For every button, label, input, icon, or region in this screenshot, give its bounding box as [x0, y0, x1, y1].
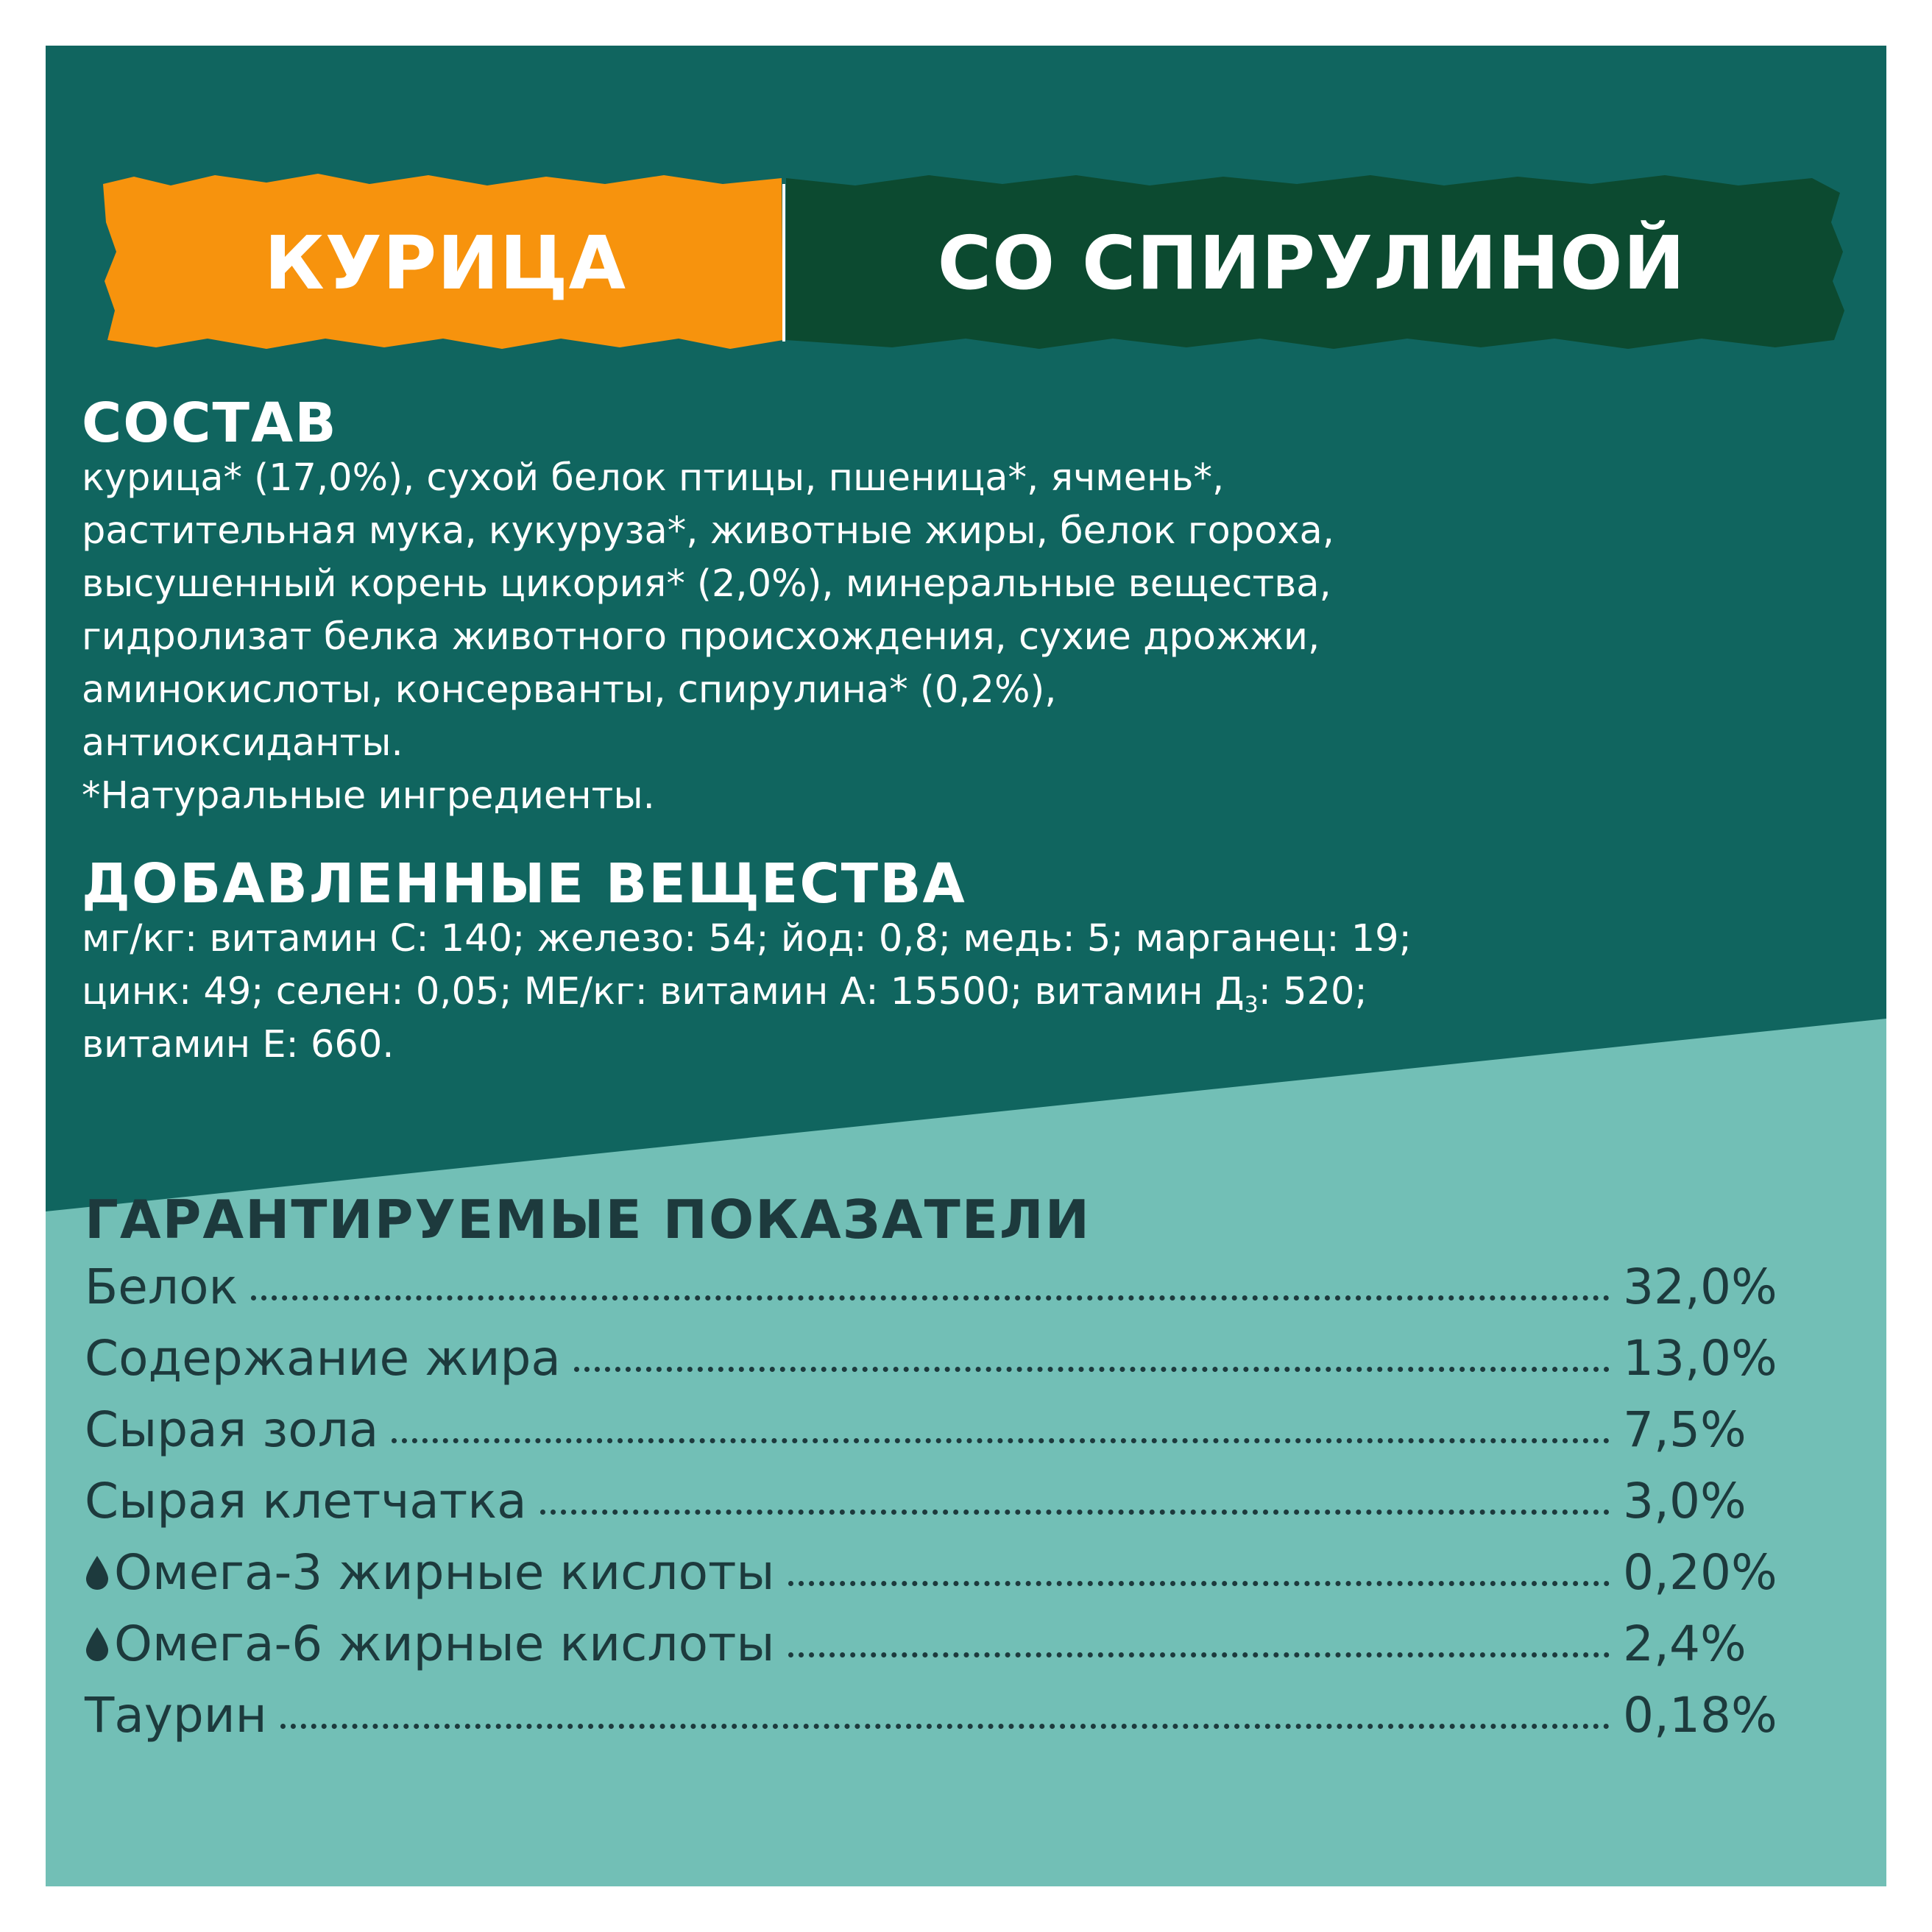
- row-label: Белок: [85, 1259, 238, 1315]
- composition-line: растительная мука, кукуруза*, животные жиры, белок гороха,: [82, 509, 1334, 553]
- row-label: Омега-6 жирные кислоты: [114, 1616, 775, 1672]
- dot-leader: [280, 1724, 1610, 1729]
- row-label-with-icon: [85, 1544, 775, 1601]
- additives-line: мг/кг: витамин С: 140; железо: 54; йод: 0,8; медь: 5; марганец: 19;: [82, 917, 1412, 960]
- composition-line: антиоксиданты.: [82, 721, 403, 765]
- row-label: Омега-3 жирные кислоты: [114, 1544, 775, 1601]
- additives-title: ДОБАВЛЕННЫЕ ВЕЩЕСТВА: [82, 852, 966, 916]
- composition-line: высушенный корень цикория* (2,0%), минеральные вещества,: [82, 562, 1331, 606]
- composition-line: гидролизат белка животного происхождения, сухие дрожжи,: [82, 615, 1320, 659]
- composition-title: СОСТАВ: [82, 392, 338, 455]
- row-label: Сырая зола: [85, 1401, 379, 1458]
- additives-line: витамин Е: 660.: [82, 1023, 394, 1066]
- composition-line: аминокислоты, консерванты, спирулина* (0,2%),: [82, 668, 1057, 712]
- additives-text: [82, 913, 1412, 1072]
- composition-text: [82, 452, 1334, 823]
- dot-leader: [392, 1438, 1610, 1443]
- table-row: [85, 1323, 1777, 1394]
- drop-icon: [85, 1626, 110, 1663]
- row-value: 3,0%: [1623, 1473, 1747, 1529]
- row-label: Содержание жира: [85, 1330, 561, 1387]
- dot-leader: [788, 1652, 1610, 1657]
- row-value: 32,0%: [1623, 1259, 1777, 1315]
- row-label: Таурин: [85, 1687, 267, 1744]
- row-value: 13,0%: [1623, 1330, 1777, 1387]
- table-row: [85, 1394, 1777, 1465]
- tag-chicken: [107, 183, 783, 343]
- tag-spirulina-label: СО СПИРУЛИНОЙ: [937, 219, 1686, 306]
- tag-chicken-label: КУРИЦА: [264, 219, 626, 306]
- guaranteed-table: [85, 1251, 1777, 1751]
- dot-leader: [574, 1367, 1610, 1372]
- additives-line: цинк: 49; селен: 0,05; МЕ/кг: витамин А: 15500; витамин $Д_3$: 520;: [82, 970, 1367, 1019]
- guaranteed-title: ГАРАНТИРУЕМЫЕ ПОКАЗАТЕЛИ: [85, 1189, 1091, 1250]
- table-row: [85, 1465, 1777, 1537]
- row-value: 0,18%: [1623, 1687, 1777, 1744]
- row-value: 0,20%: [1623, 1544, 1777, 1601]
- table-row: [85, 1537, 1777, 1608]
- row-value: 7,5%: [1623, 1401, 1747, 1458]
- row-label: Сырая клетчатка: [85, 1473, 527, 1529]
- dot-leader: [251, 1295, 1610, 1301]
- tag-spirulina: [786, 183, 1837, 343]
- table-row: [85, 1680, 1777, 1751]
- row-label-with-icon: [85, 1616, 775, 1672]
- dot-leader: [788, 1581, 1610, 1586]
- dot-leader: [540, 1510, 1610, 1515]
- table-row: [85, 1251, 1777, 1323]
- composition-footnote: *Натуральные ингредиенты.: [82, 774, 655, 818]
- table-row: [85, 1608, 1777, 1680]
- row-value: 2,4%: [1623, 1616, 1747, 1672]
- drop-icon: [85, 1554, 110, 1591]
- composition-line: курица* (17,0%), сухой белок птицы, пшеница*, ячмень*,: [82, 456, 1225, 500]
